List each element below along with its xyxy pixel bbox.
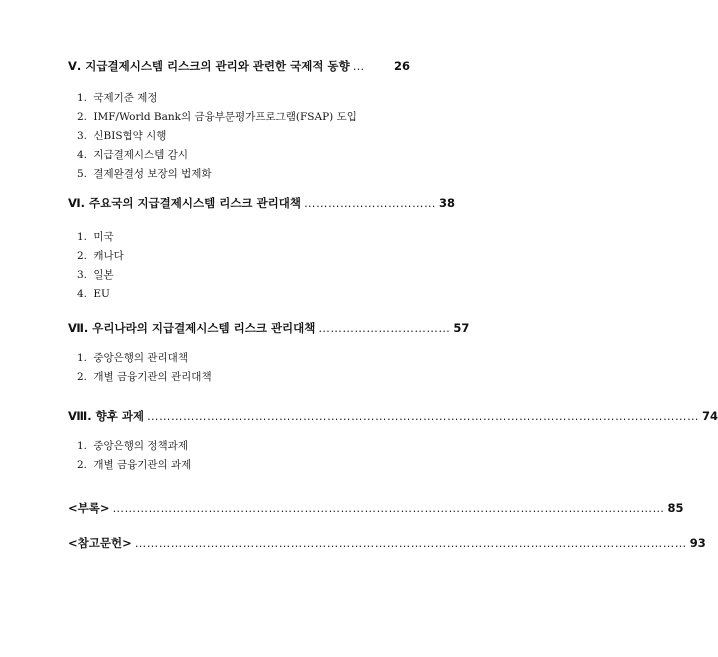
toc-appendix[interactable] [68,500,684,516]
section-viii-items [77,437,191,475]
toc-item[interactable] [77,349,212,368]
toc-item[interactable] [77,108,357,127]
item-number: 1. [77,231,88,243]
toc-item[interactable] [77,368,212,387]
dot-leader: ………………………………………………………………………………………………………………………… [147,409,700,423]
dot-leader: …………………………… [318,321,451,335]
section-title: <부록> [68,501,110,515]
item-label: 개별 금융기관의 관리대책 [93,371,212,383]
item-number: 2. [77,371,88,383]
dot-leader: … [352,59,365,73]
item-label: 결제완결성 보장의 법제화 [93,168,212,180]
toc-item[interactable] [77,266,124,285]
item-label: 미국 [93,231,114,243]
toc-item[interactable] [77,165,357,184]
item-label: EU [93,288,110,300]
toc-references[interactable] [68,535,706,551]
section-title: Ⅶ. 우리나라의 지급결제시스템 리스크 관리대책 [68,321,316,335]
item-label: 캐나다 [93,250,124,262]
item-number: 3. [77,269,88,281]
item-label: 일본 [93,269,114,281]
page-number: 74 [702,409,718,423]
page-number: 57 [453,321,470,335]
toc-section-v[interactable] [68,58,410,74]
section-v-items [77,89,357,184]
item-number: 4. [77,149,88,161]
section-vii-items [77,349,212,387]
toc-section-vii[interactable] [68,320,470,336]
item-number: 2. [77,111,88,123]
item-number: 2. [77,459,88,471]
item-number: 1. [77,352,88,364]
section-title: Ⅷ. 향후 과제 [68,409,145,423]
item-number: 2. [77,250,88,262]
item-label: 개별 금융기관의 과제 [93,459,192,471]
section-title: Ⅴ. 지급결제시스템 리스크의 관리와 관련한 국제적 동향 [68,59,350,73]
toc-item[interactable] [77,456,191,475]
item-number: 1. [77,440,88,452]
toc-item[interactable] [77,228,124,247]
item-label: 국제기준 제정 [93,92,158,104]
toc-section-vi[interactable] [68,195,455,211]
item-label: 중앙은행의 정책과제 [93,440,188,452]
item-label: 중앙은행의 관리대책 [93,352,188,364]
toc-item[interactable] [77,285,124,304]
toc-section-viii[interactable] [68,408,718,424]
toc-item[interactable] [77,127,357,146]
section-title: <참고문헌> [68,536,132,550]
item-number: 5. [77,168,88,180]
item-label: 신BIS협약 시행 [93,130,167,142]
item-number: 4. [77,288,88,300]
section-title: Ⅵ. 주요국의 지급결제시스템 리스크 관리대책 [68,196,301,210]
dot-leader: ………………………………………………………………………………………………………………………… [134,536,687,550]
toc-item[interactable] [77,247,124,266]
page-number: 93 [689,536,706,550]
page-number: 85 [667,501,684,515]
page-number: 38 [438,196,455,210]
page-number: 26 [393,59,410,73]
item-label: 지급결제시스템 감시 [93,149,188,161]
item-number: 1. [77,92,88,104]
item-label: IMF/World Bank의 금융부문평가프로그램(FSAP) 도입 [93,111,357,123]
section-vi-items [77,228,124,304]
item-number: 3. [77,130,88,142]
dot-leader: ………………………………………………………………………………………………………………………… [112,501,665,515]
toc-item[interactable] [77,146,357,165]
dot-leader: …………………………… [303,196,436,210]
toc-item[interactable] [77,437,191,456]
toc-item[interactable] [77,89,357,108]
